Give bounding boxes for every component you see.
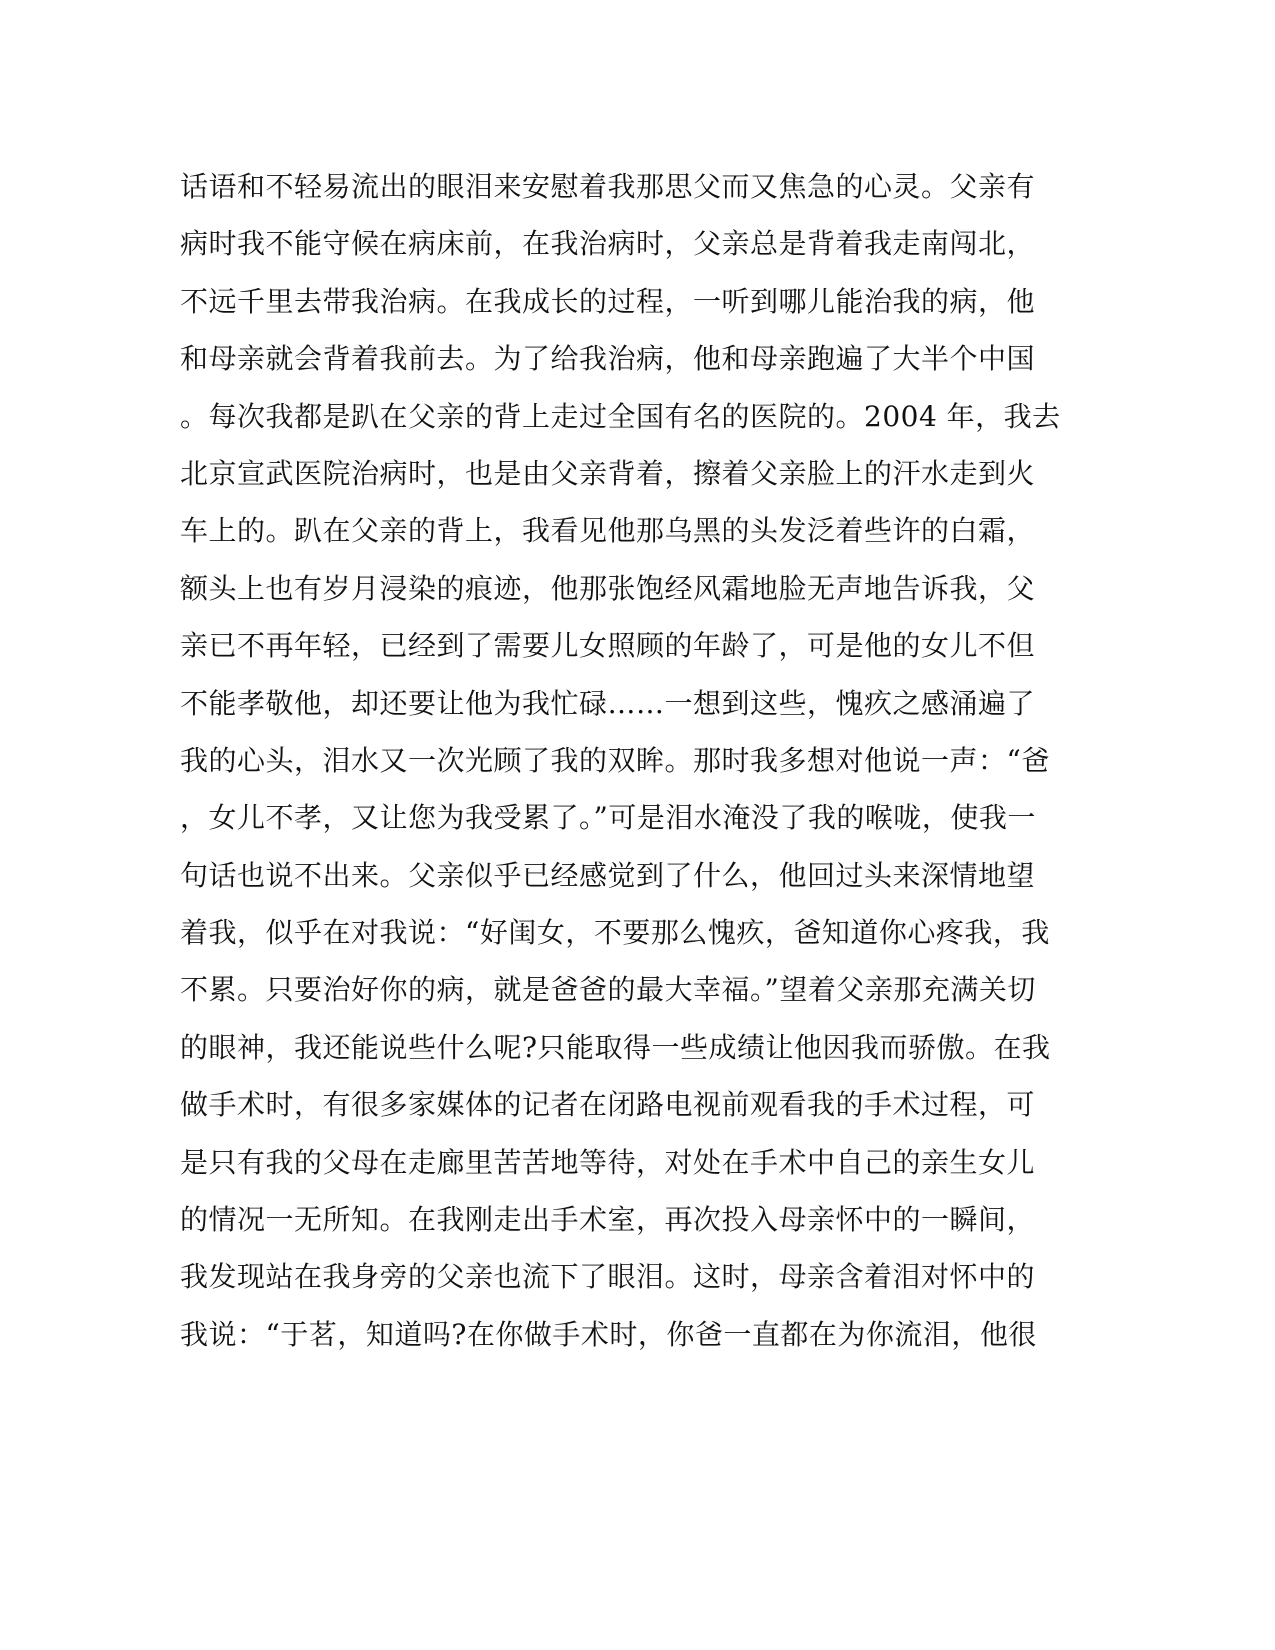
body-text bbox=[180, 158, 1061, 1363]
text-line: 车上的。趴在父亲的背上，我看见他那乌黑的头发泛着些许的白霜， bbox=[180, 514, 1036, 548]
text-line: ，女儿不孝，又让您为我受累了。”可是泪水淹没了我的喉咙，使我一 bbox=[180, 801, 1036, 835]
text-line: 。每次我都是趴在父亲的背上走过全国有名的医院的。2004 年，我去 bbox=[180, 399, 1061, 433]
text-line: 我的心头，泪水又一次光顾了我的双眸。那时我多想对他说一声：“爸 bbox=[180, 743, 1050, 777]
text-line: 着我，似乎在对我说：“好闺女，不要那么愧疚，爸知道你心疼我，我 bbox=[180, 916, 1050, 950]
text-line: 不能孝敬他，却还要让他为我忙碌……一想到这些，愧疚之感涌遍了 bbox=[180, 686, 1036, 720]
text-line: 不远千里去带我治病。在我成长的过程，一听到哪儿能治我的病，他 bbox=[180, 284, 1036, 318]
text-line: 额头上也有岁月浸染的痕迹，他那张饱经风霜地脸无声地告诉我，父 bbox=[180, 571, 1036, 605]
text-line: 是只有我的父母在走廊里苦苦地等待，对处在手术中自己的亲生女儿 bbox=[180, 1145, 1036, 1179]
text-line: 的眼神，我还能说些什么呢?只能取得一些成绩让他因我而骄傲。在我 bbox=[180, 1030, 1051, 1064]
text-line: 和母亲就会背着我前去。为了给我治病，他和母亲跑遍了大半个中国 bbox=[180, 342, 1036, 376]
text-line: 不累。只要治好你的病，就是爸爸的最大幸福。”望着父亲那充满关切 bbox=[180, 973, 1036, 1007]
text-line: 亲已不再年轻，已经到了需要儿女照顾的年龄了，可是他的女儿不但 bbox=[180, 629, 1036, 663]
text-line: 做手术时，有很多家媒体的记者在闭路电视前观看我的手术过程，可 bbox=[180, 1088, 1036, 1122]
text-line: 的情况一无所知。在我刚走出手术室，再次投入母亲怀中的一瞬间， bbox=[180, 1203, 1036, 1237]
text-line: 我说：“于茗，知道吗?在你做手术时，你爸一直都在为你流泪，他很 bbox=[180, 1317, 1037, 1351]
text-line: 话语和不轻易流出的眼泪来安慰着我那思父而又焦急的心灵。父亲有 bbox=[180, 170, 1036, 203]
text-line: 我发现站在我身旁的父亲也流下了眼泪。这时，母亲含着泪对怀中的 bbox=[180, 1260, 1036, 1294]
text-line: 病时我不能守候在病床前，在我治病时，父亲总是背着我走南闯北， bbox=[180, 227, 1036, 261]
text-line: 北京宣武医院治病时，也是由父亲背着，擦着父亲脸上的汗水走到火 bbox=[180, 456, 1036, 490]
text-line: 句话也说不出来。父亲似乎已经感觉到了什么，他回过头来深情地望 bbox=[180, 858, 1036, 892]
